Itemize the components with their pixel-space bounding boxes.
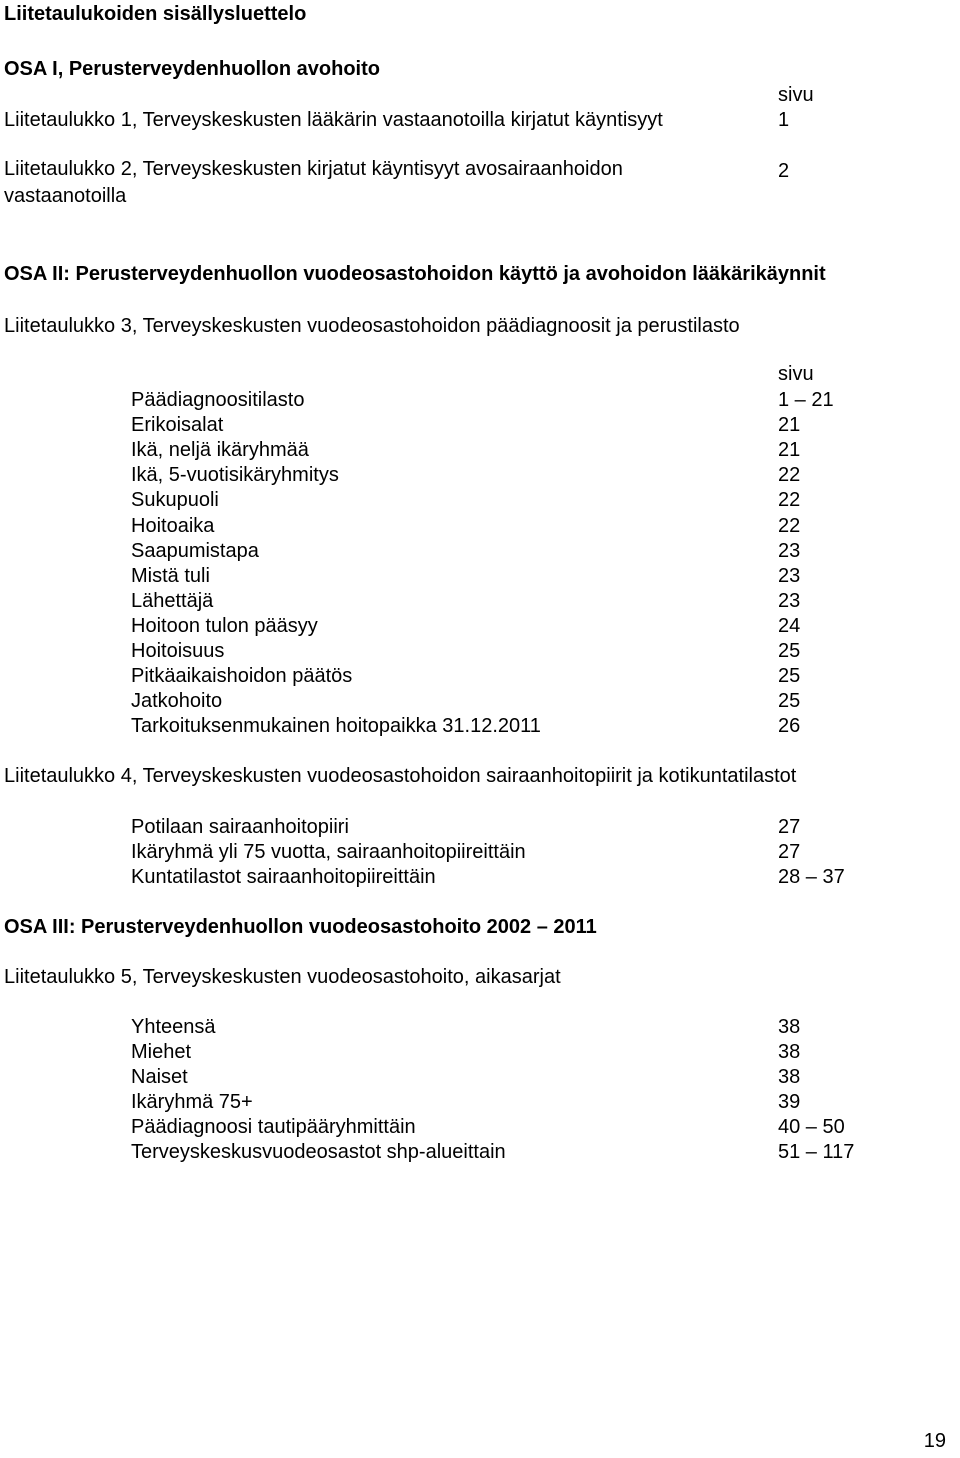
toc-item-label: Lähettäjä bbox=[131, 589, 214, 612]
toc-item-label: Ikäryhmä 75+ bbox=[131, 1091, 253, 1113]
toc-item-page: 38 bbox=[778, 1066, 801, 1088]
toc-item-label: Päädiagnoositilasto bbox=[131, 389, 305, 411]
toc-item-page: 25 bbox=[778, 640, 801, 662]
toc-item-page: 1 – 21 bbox=[778, 389, 834, 411]
toc-item-label: Hoitoon tulon pääsyy bbox=[131, 614, 318, 637]
toc-item-label: Tarkoituksenmukainen hoitopaikka 31.12.2011 bbox=[131, 715, 541, 738]
table4-label: Liitetaulukko 4, Terveyskeskusten vuodeosastohoidon sairaanhoitopiirit ja kotikuntatilastot bbox=[4, 765, 797, 787]
toc-item-label: Ikä, 5-vuotisikäryhmitys bbox=[131, 464, 339, 487]
toc-item-label: Pitkäaikaishoidon päätös bbox=[131, 665, 353, 688]
table3-page-header: sivu bbox=[778, 363, 814, 385]
page-column-header: sivu bbox=[778, 84, 814, 106]
toc-item-page: 21 bbox=[778, 439, 801, 462]
toc-item-label: Terveyskeskusvuodeosastot shp-alueittain bbox=[131, 1141, 506, 1163]
toc-item-page: 23 bbox=[778, 589, 801, 612]
toc-item-page: 24 bbox=[778, 614, 801, 637]
toc-item-page: 26 bbox=[778, 715, 801, 738]
toc-item-page: 38 bbox=[778, 1041, 801, 1063]
part1-heading: OSA I, Perusterveydenhuollon avohoito bbox=[4, 58, 380, 80]
toc-item-label: Erikoisalat bbox=[131, 414, 224, 437]
table2-label-line2: vastaanotoilla bbox=[4, 185, 127, 207]
toc-item-page: 27 bbox=[778, 816, 801, 838]
toc-item-label: Saapumistapa bbox=[131, 539, 259, 562]
part3-heading: OSA III: Perusterveydenhuollon vuodeosastohoito 2002 – 2011 bbox=[4, 916, 597, 938]
toc-item-page: 22 bbox=[778, 514, 801, 537]
toc-item-label: Jatkohoito bbox=[131, 690, 223, 713]
toc-item-page: 22 bbox=[778, 464, 801, 487]
toc-item-page: 25 bbox=[778, 665, 801, 688]
toc-item-label: Kuntatilastot sairaanhoitopiireittäin bbox=[131, 866, 436, 888]
table3-label: Liitetaulukko 3, Terveyskeskusten vuodeosastohoidon päädiagnoosit ja perustilasto bbox=[4, 315, 740, 337]
toc-item-label: Hoitoaika bbox=[131, 514, 215, 537]
toc-item-label: Naiset bbox=[131, 1066, 188, 1088]
toc-item-page: 51 – 117 bbox=[778, 1141, 855, 1163]
toc-item-page: 40 – 50 bbox=[778, 1116, 845, 1138]
toc-item-label: Ikäryhmä yli 75 vuotta, sairaanhoitopiireittäin bbox=[131, 841, 526, 863]
toc-item-page: 39 bbox=[778, 1091, 801, 1113]
toc-item-page: 21 bbox=[778, 414, 801, 437]
toc-item-page: 22 bbox=[778, 489, 801, 512]
toc-item-page: 23 bbox=[778, 564, 801, 587]
table2-page: 2 bbox=[778, 160, 790, 182]
toc-item-page: 27 bbox=[778, 841, 801, 863]
toc-item-page: 23 bbox=[778, 539, 801, 562]
toc-item-page: 25 bbox=[778, 690, 801, 713]
toc-item-label: Päädiagnoosi tautipääryhmittäin bbox=[131, 1116, 416, 1138]
part2-heading: OSA II: Perusterveydenhuollon vuodeosastohoidon käyttö ja avohoidon lääkärikäynnit bbox=[4, 263, 826, 285]
toc-item-page: 38 bbox=[778, 1016, 801, 1038]
toc-item-label: Sukupuoli bbox=[131, 489, 219, 512]
table5-label: Liitetaulukko 5, Terveyskeskusten vuodeosastohoito, aikasarjat bbox=[4, 966, 561, 988]
toc-item-label: Potilaan sairaanhoitopiiri bbox=[131, 816, 349, 838]
toc-item-label: Hoitoisuus bbox=[131, 640, 225, 662]
page-title: Liitetaulukoiden sisällysluettelo bbox=[4, 3, 307, 25]
table1-page: 1 bbox=[778, 109, 790, 131]
toc-item-label: Miehet bbox=[131, 1041, 192, 1063]
toc-item-page: 28 – 37 bbox=[778, 866, 845, 888]
toc-item-label: Ikä, neljä ikäryhmää bbox=[131, 439, 309, 462]
toc-item-label: Mistä tuli bbox=[131, 564, 210, 587]
table2-label-line1: Liitetaulukko 2, Terveyskeskusten kirjatut käyntisyyt avosairaanhoidon bbox=[4, 158, 623, 180]
page-number: 19 bbox=[923, 1430, 946, 1452]
toc-item-label: Yhteensä bbox=[131, 1016, 216, 1038]
table1-label: Liitetaulukko 1, Terveyskeskusten lääkärin vastaanotoilla kirjatut käyntisyyt bbox=[4, 109, 663, 131]
